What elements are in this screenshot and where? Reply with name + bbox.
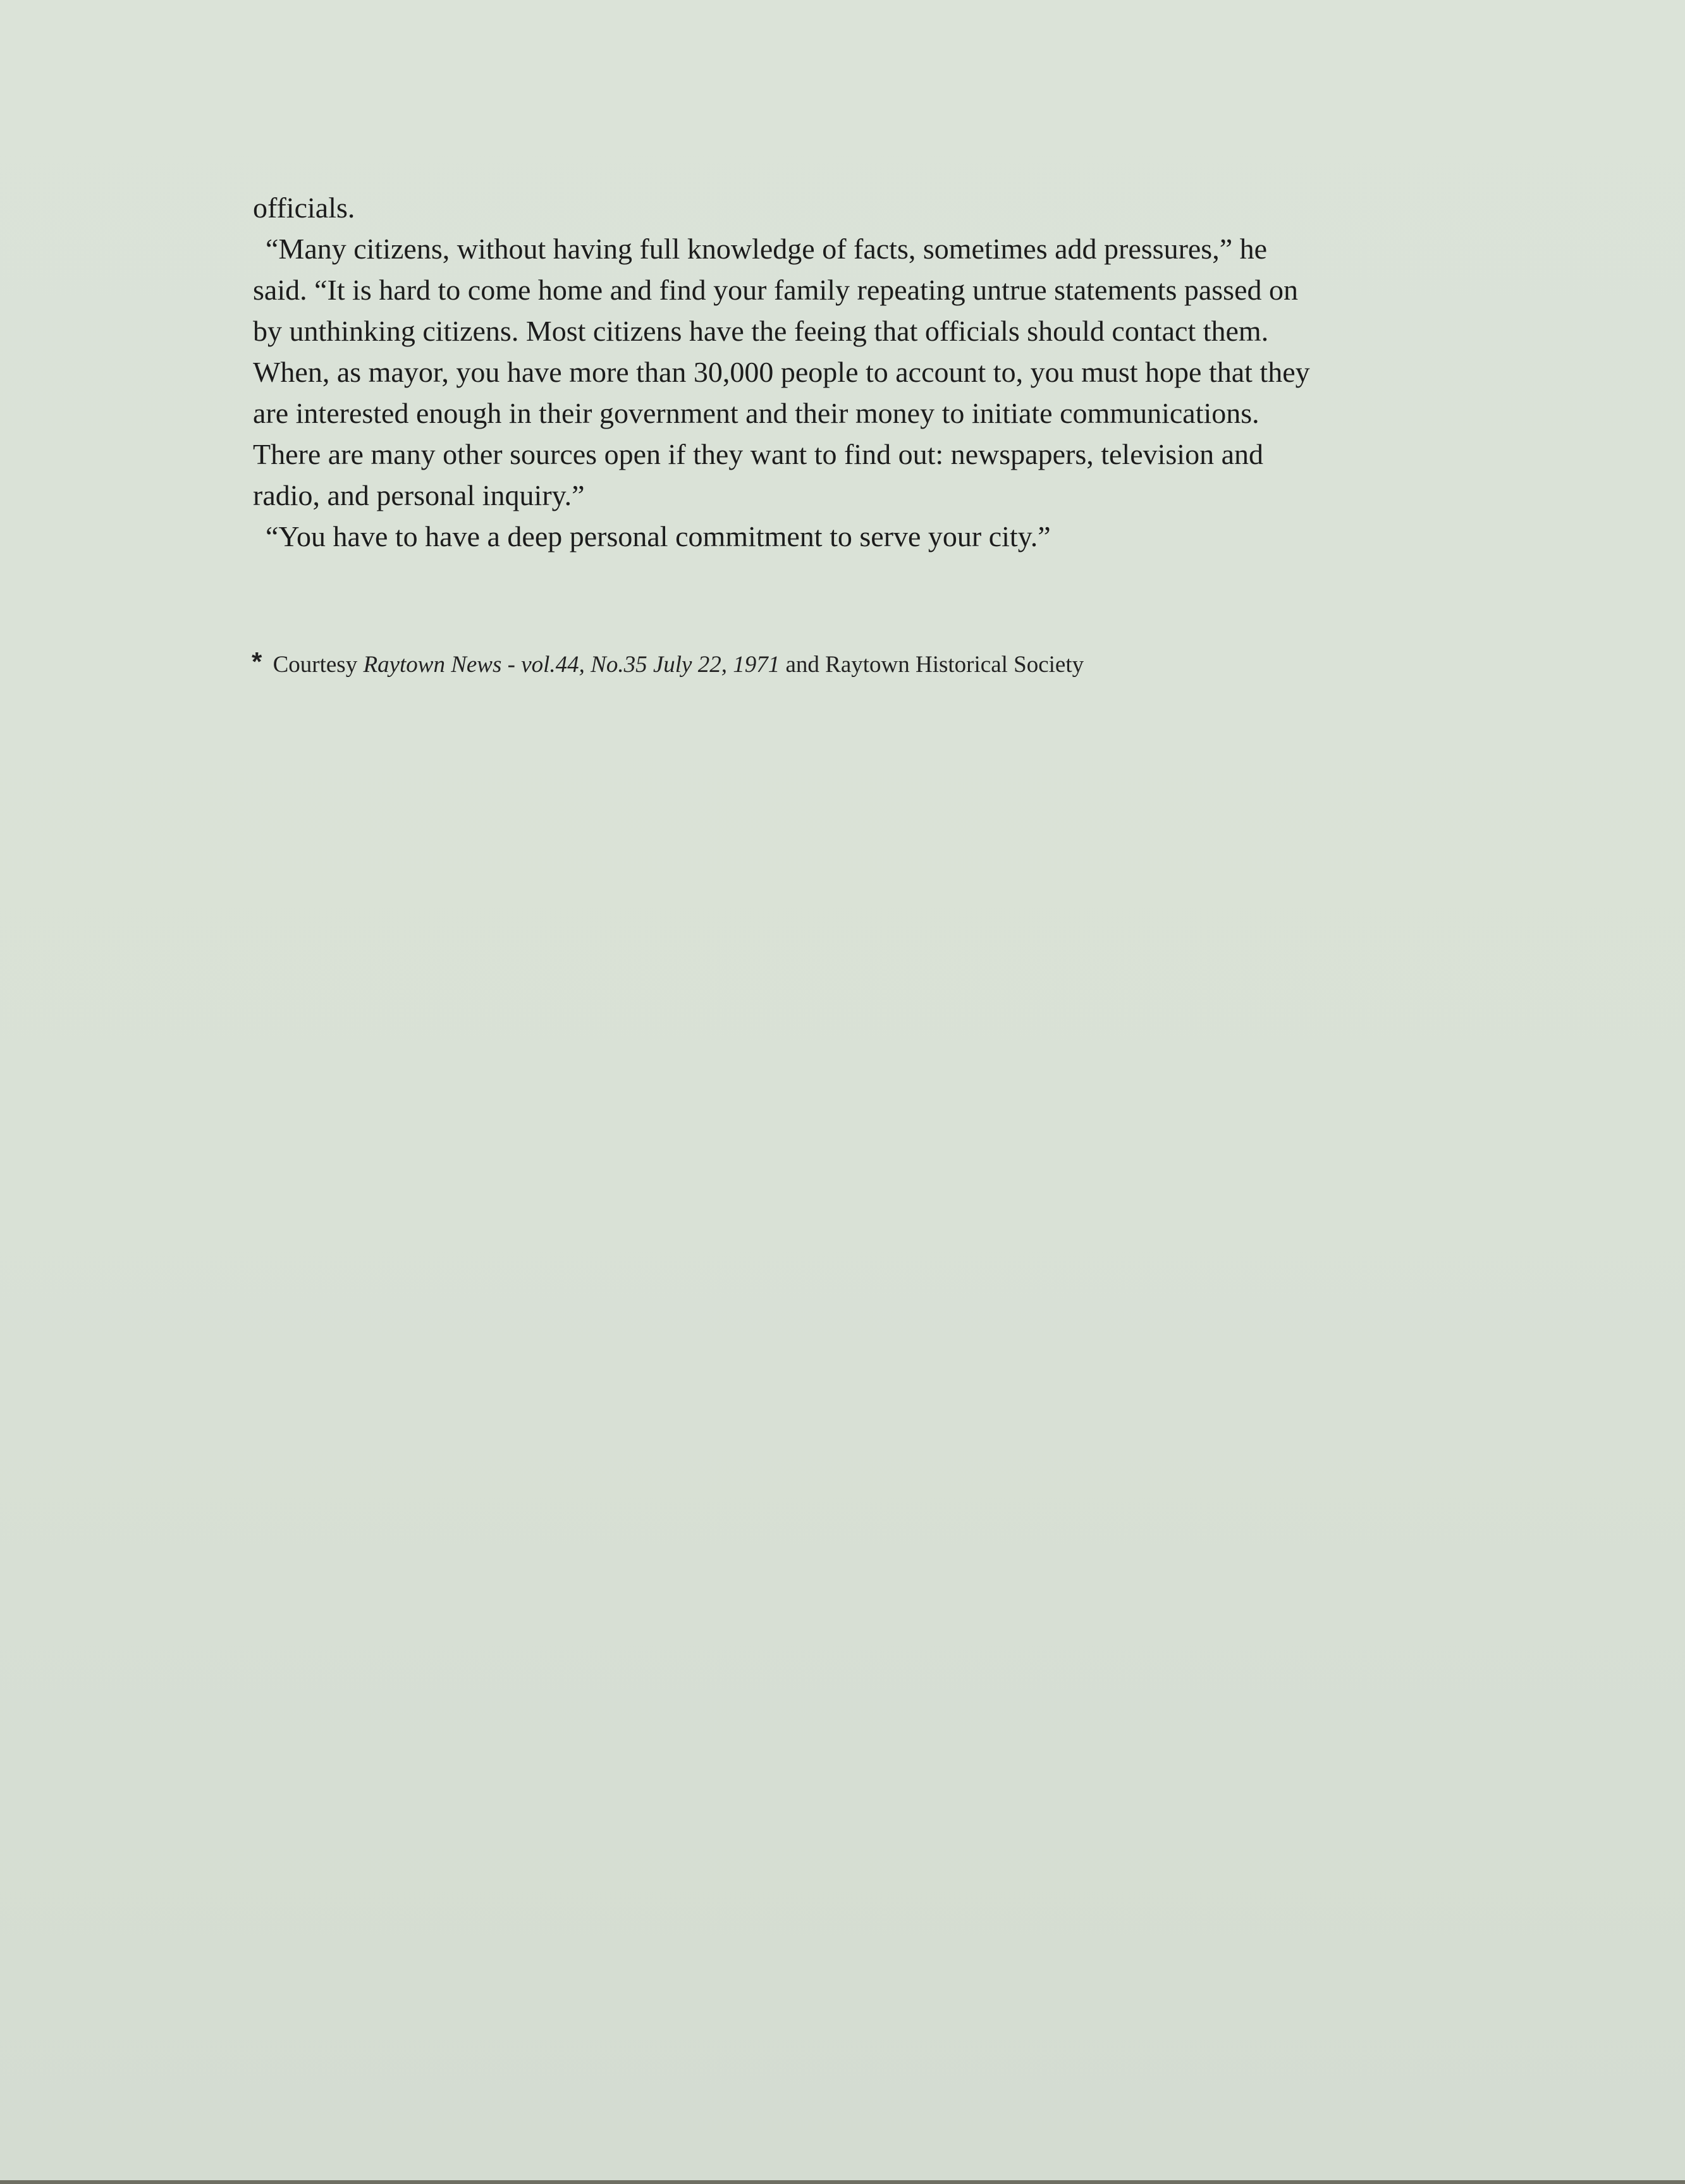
article-line: “Many citizens, without having full knowledge of facts, sometimes add pressures,” he [266,233,1268,265]
article-line: by unthinking citizens. Most citizens have the feeing that officials should contact them. [253,315,1269,347]
article-line: There are many other sources open if they want to find out: newspapers, television and [253,438,1264,470]
article-line: officials. [253,192,355,224]
source-footnote [252,646,1084,681]
article-line: When, as mayor, you have more than 30,000 people to account to, you must hope that they [253,356,1310,388]
footnote-source: Raytown News - vol.44, No.35 July 22, 1971 [363,652,780,678]
footnote-suffix: and Raytown Historical Society [785,652,1084,678]
article-line: are interested enough in their government and their money to initiate communications. [253,397,1259,429]
article-line: “You have to have a deep personal commitment to serve your city.” [266,520,1051,552]
article-line: radio, and personal inquiry.” [253,479,585,511]
page-bottom-edge [0,2180,1685,2184]
footnote-asterisk: * [252,647,262,676]
article-line: said. “It is hard to come home and find your family repeating untrue statements passed on [253,274,1298,306]
footnote-prefix: Courtesy [273,652,358,678]
article-body [253,187,1467,557]
